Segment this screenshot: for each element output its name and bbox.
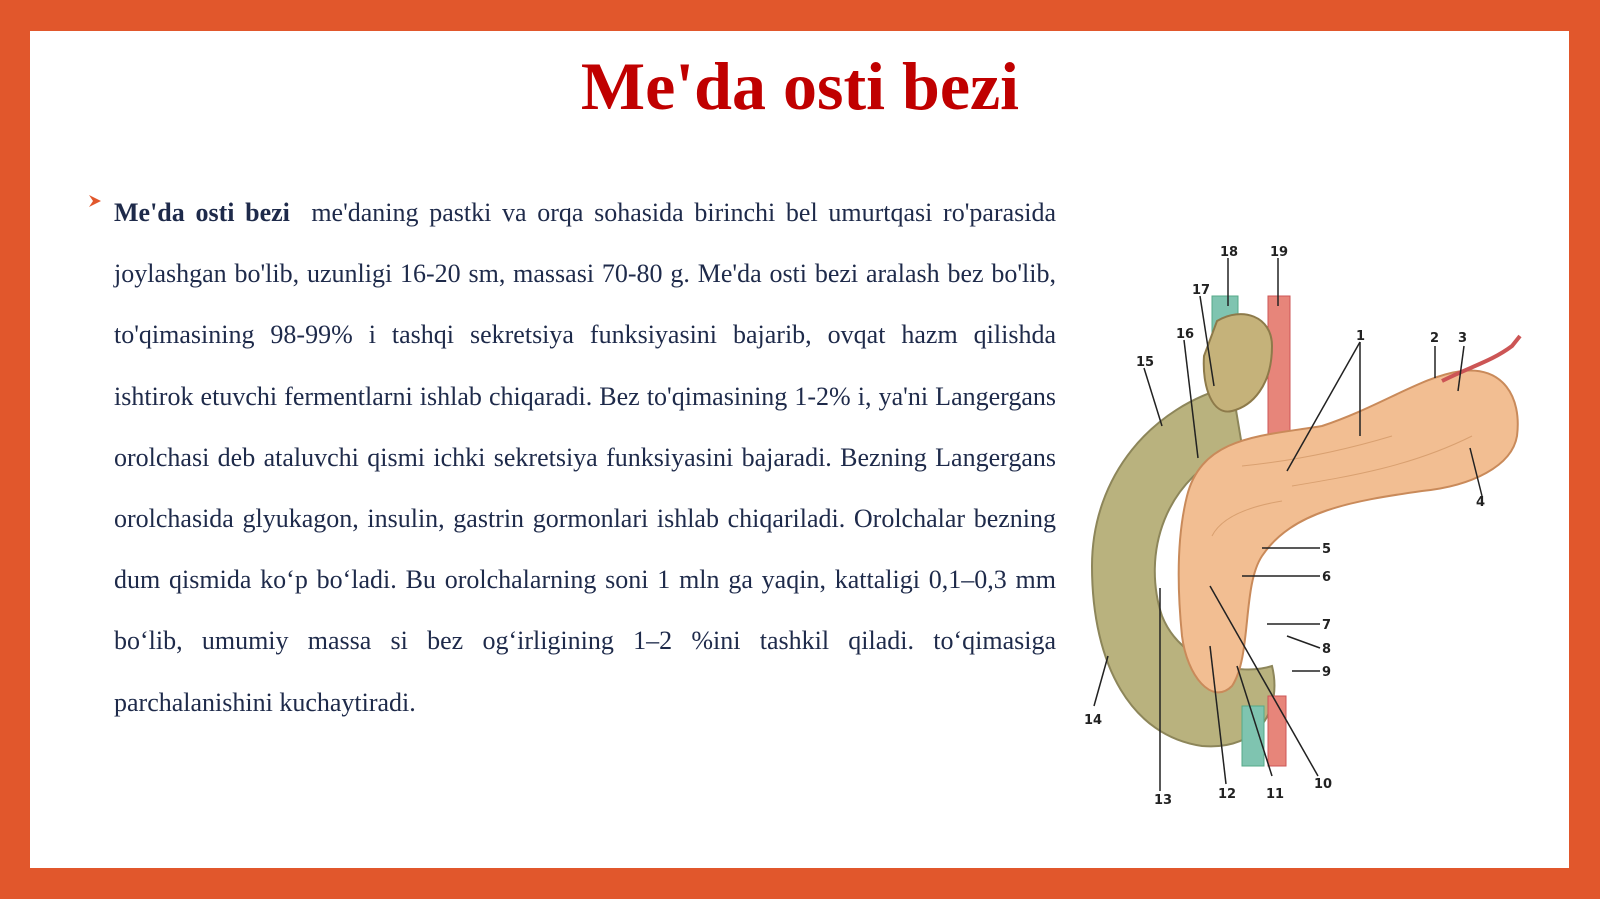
label-2: 2 (1430, 331, 1440, 346)
label-13: 13 (1154, 793, 1173, 808)
label-6: 6 (1322, 570, 1332, 585)
label-1: 1 (1356, 329, 1366, 344)
label-16: 16 (1176, 327, 1195, 342)
bullet-text: me'daning pastki va orqa sohasida birinchi bel umurtqasi ro'parasida joylashgan bo'lib, uzunligi 16-20 sm, massasi 70-80 g. Me'da osti bezi aralash bez bo'lib, to'qimasining 98-99% i tashqi sekretsiya funksiyasini bajarib, ovqat hazm qilishda ishtirok etuvchi fermentlarni ishlab chiqaradi. Bez to'qimasining 1-2% i, ya'ni Langergans orolchasi deb ataluvchi qismi ichki sekretsiya funksiyasini bajaradi. Bezning Langergans orolchasida glyukagon, insulin, gastrin gormonlari ishlab chiqariladi. Orolchalar bezning dum qismida ko‘p bo‘ladi. Bu orolchalarning soni 1 mln ga yaqin, kattaligi 0,1–0,3 mm bo‘lib, umumiy massa si bez og‘irligining 1–2 %ini tashkil qiladi. to‘qimasiga parchalanishini kuchaytiradi. (114, 198, 1057, 717)
label-18: 18 (1220, 245, 1239, 260)
label-11: 11 (1266, 787, 1285, 802)
label-4: 4 (1476, 495, 1486, 510)
bullet-item (88, 182, 1056, 733)
label-19: 19 (1270, 245, 1289, 260)
label-9: 9 (1322, 665, 1332, 680)
bullet-lead: Me'da osti bezi (114, 198, 290, 227)
pancreas-illustration (1084, 236, 1562, 826)
label-17: 17 (1192, 283, 1211, 298)
label-3: 3 (1458, 331, 1468, 346)
label-7: 7 (1322, 618, 1332, 633)
label-15: 15 (1136, 355, 1155, 370)
label-10: 10 (1314, 777, 1333, 792)
label-8: 8 (1322, 642, 1332, 657)
pancreas-drawing (1084, 236, 1562, 826)
label-12: 12 (1218, 787, 1237, 802)
arrow-bullet-icon (88, 194, 102, 208)
bullet-paragraph (114, 182, 1056, 733)
label-14: 14 (1084, 713, 1103, 728)
slide-title: Me'da osti bezi (580, 48, 1020, 124)
label-5: 5 (1322, 542, 1332, 557)
